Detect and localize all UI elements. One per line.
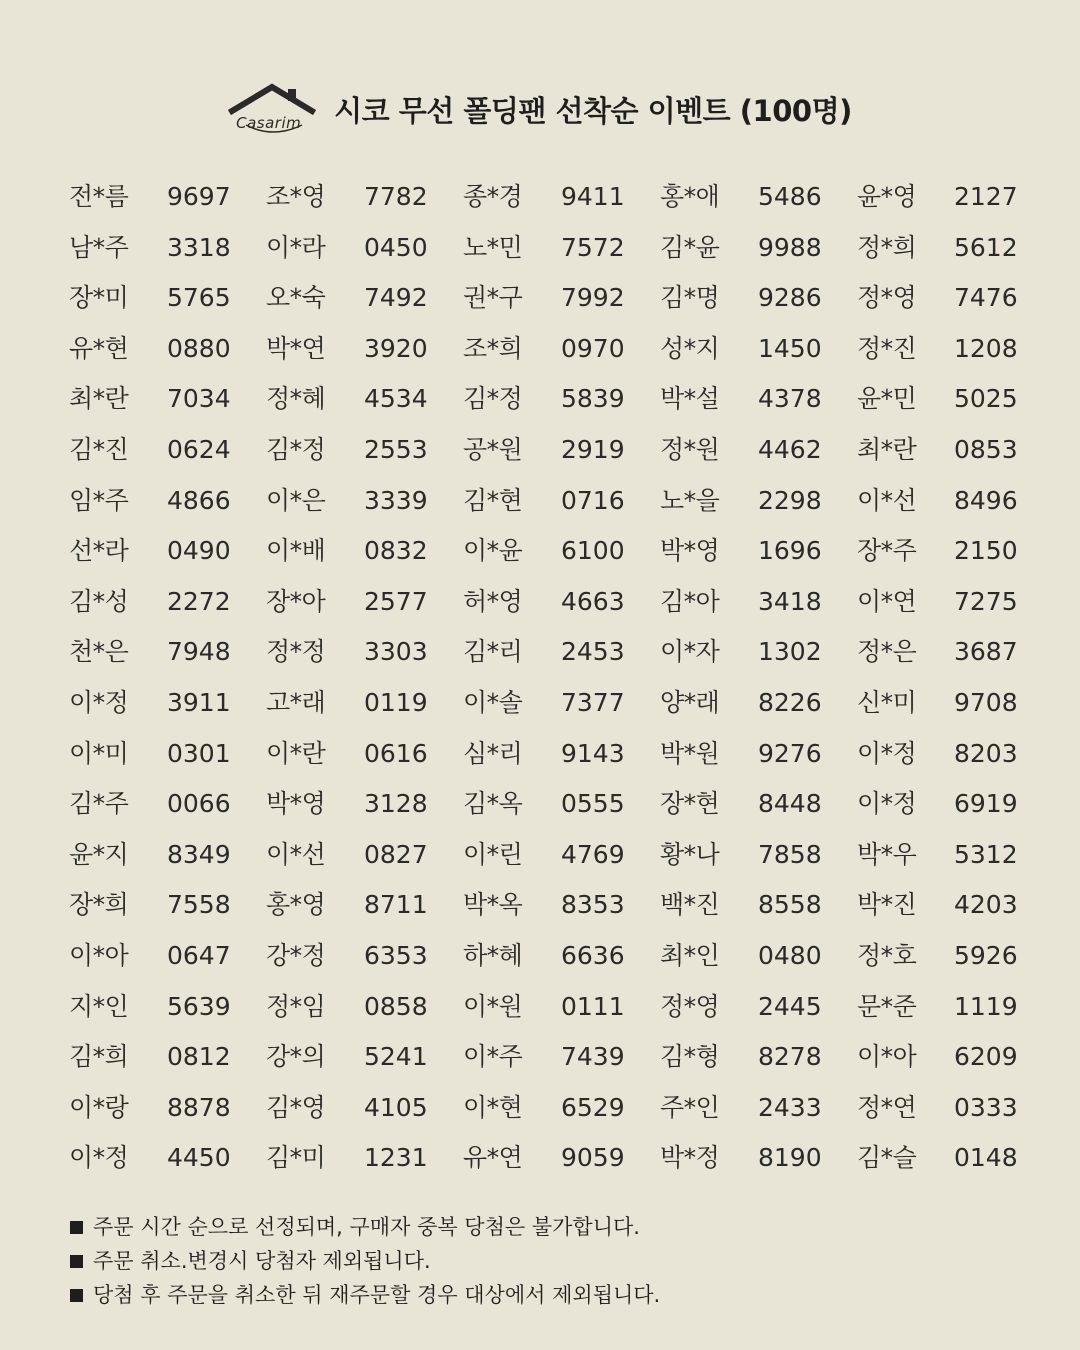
winner-phone-digits: 0970 xyxy=(561,333,625,363)
winner-name: 박*진 xyxy=(857,890,917,920)
winner-name: 윤*민 xyxy=(857,384,917,414)
winner-phone-digits: 2445 xyxy=(758,991,822,1021)
winner-phone-digits: 0450 xyxy=(364,232,428,262)
winner-name: 임*주 xyxy=(69,485,129,515)
winner-name: 김*명 xyxy=(660,283,720,313)
winner-row xyxy=(0,273,1080,324)
winner-name: 선*라 xyxy=(69,536,129,566)
winner-name: 박*영 xyxy=(660,536,720,566)
notice-text: 당첨 후 주문을 취소한 뒤 재주문할 경우 대상에서 제외됩니다. xyxy=(93,1283,661,1307)
winner-name: 김*진 xyxy=(69,434,129,464)
winner-name: 이*원 xyxy=(463,991,523,1021)
notice-item xyxy=(70,1210,1030,1244)
winner-name: 윤*지 xyxy=(69,839,129,869)
winner-name: 문*준 xyxy=(857,991,917,1021)
notice-text: 주문 취소.변경시 당첨자 제외됩니다. xyxy=(93,1249,431,1273)
winner-phone-digits: 0148 xyxy=(954,1143,1018,1173)
winner-phone-digits: 0832 xyxy=(364,536,428,566)
winner-name: 정*연 xyxy=(857,1092,917,1122)
winner-name: 장*아 xyxy=(266,586,326,616)
winner-phone-digits: 4105 xyxy=(364,1092,428,1122)
winner-name: 지*인 xyxy=(69,991,129,1021)
winner-name: 홍*애 xyxy=(660,182,720,211)
winner-phone-digits: 5612 xyxy=(954,232,1018,262)
winner-phone-digits: 5025 xyxy=(954,384,1018,414)
winner-phone-digits: 3303 xyxy=(364,637,428,667)
winner-row xyxy=(0,678,1080,729)
page-title: 시코 무선 폴딩팬 선착순 이벤트 (100명) xyxy=(334,93,852,128)
winner-phone-digits: 9708 xyxy=(954,687,1018,717)
winner-phone-digits: 0624 xyxy=(167,434,231,464)
winner-phone-digits: 9286 xyxy=(758,283,822,313)
winner-name: 공*원 xyxy=(463,434,523,464)
winner-name: 최*란 xyxy=(69,384,129,414)
winner-phone-digits: 6919 xyxy=(954,789,1018,819)
winner-name: 백*진 xyxy=(660,890,720,920)
winner-name: 종*경 xyxy=(463,182,523,211)
winner-name: 신*미 xyxy=(857,687,917,717)
winner-name: 노*민 xyxy=(463,232,523,262)
winner-row xyxy=(0,1032,1080,1083)
square-bullet-icon xyxy=(70,1255,83,1268)
winner-phone-digits: 3128 xyxy=(364,789,428,819)
winner-phone-digits: 2272 xyxy=(167,586,231,616)
winner-phone-digits: 3687 xyxy=(954,637,1018,667)
winner-phone-digits: 7858 xyxy=(758,839,822,869)
winner-phone-digits: 0716 xyxy=(561,485,625,515)
winner-name: 박*정 xyxy=(660,1143,720,1173)
winner-name: 김*리 xyxy=(463,637,523,667)
winner-phone-digits: 7782 xyxy=(364,182,428,211)
winner-name: 유*연 xyxy=(463,1143,523,1173)
winner-row xyxy=(0,425,1080,476)
winner-phone-digits: 0647 xyxy=(167,940,231,970)
square-bullet-icon xyxy=(70,1221,83,1234)
winner-phone-digits: 7034 xyxy=(167,384,231,414)
winner-name: 장*현 xyxy=(660,789,720,819)
winner-phone-digits: 6353 xyxy=(364,940,428,970)
winner-name: 이*선 xyxy=(857,485,917,515)
winner-phone-digits: 0490 xyxy=(167,536,231,566)
winner-name: 이*배 xyxy=(266,536,326,566)
winner-phone-digits: 1450 xyxy=(758,333,822,363)
notice-item xyxy=(70,1244,1030,1278)
winner-name: 김*옥 xyxy=(463,789,523,819)
winner-phone-digits: 0616 xyxy=(364,738,428,768)
winner-phone-digits: 6636 xyxy=(561,940,625,970)
notice-item xyxy=(70,1278,1030,1312)
winner-phone-digits: 8203 xyxy=(954,738,1018,768)
winner-name: 오*숙 xyxy=(266,283,326,313)
winner-row xyxy=(0,627,1080,678)
winner-name: 천*은 xyxy=(69,637,129,667)
winner-phone-digits: 3418 xyxy=(758,586,822,616)
winner-name: 황*나 xyxy=(660,839,720,869)
winner-name: 장*희 xyxy=(69,890,129,920)
winner-name: 김*성 xyxy=(69,586,129,616)
winner-name: 김*주 xyxy=(69,789,129,819)
winner-row xyxy=(0,223,1080,274)
winner-phone-digits: 8226 xyxy=(758,687,822,717)
winner-name: 박*영 xyxy=(266,789,326,819)
winner-name: 권*구 xyxy=(463,283,523,313)
winner-phone-digits: 8711 xyxy=(364,890,428,920)
notice-list xyxy=(70,1210,1030,1312)
winner-name: 남*주 xyxy=(69,232,129,262)
winner-row xyxy=(0,779,1080,830)
winner-phone-digits: 7572 xyxy=(561,232,625,262)
winner-phone-digits: 7492 xyxy=(364,283,428,313)
winner-phone-digits: 7992 xyxy=(561,283,625,313)
winner-name: 정*정 xyxy=(266,637,326,667)
winner-phone-digits: 6529 xyxy=(561,1092,625,1122)
winner-phone-digits: 3920 xyxy=(364,333,428,363)
winner-name: 양*래 xyxy=(660,687,720,717)
winner-phone-digits: 4378 xyxy=(758,384,822,414)
square-bullet-icon xyxy=(70,1289,83,1302)
winner-phone-digits: 2150 xyxy=(954,536,1018,566)
winner-list xyxy=(0,172,1080,1184)
winner-phone-digits: 0853 xyxy=(954,434,1018,464)
winner-name: 전*름 xyxy=(69,182,129,211)
winner-phone-digits: 9276 xyxy=(758,738,822,768)
winner-name: 박*우 xyxy=(857,839,917,869)
winner-name: 주*인 xyxy=(660,1092,720,1122)
winner-phone-digits: 4769 xyxy=(561,839,625,869)
winner-row xyxy=(0,172,1080,223)
winner-name: 이*정 xyxy=(857,738,917,768)
logo-wordmark: Casarim xyxy=(236,114,302,132)
winner-phone-digits: 4462 xyxy=(758,434,822,464)
winner-phone-digits: 7275 xyxy=(954,586,1018,616)
winner-row xyxy=(0,1133,1080,1184)
winner-phone-digits: 0066 xyxy=(167,789,231,819)
winner-name: 윤*영 xyxy=(857,182,917,211)
winner-name: 정*은 xyxy=(857,637,917,667)
winner-phone-digits: 9411 xyxy=(561,182,625,211)
winner-name: 정*희 xyxy=(857,232,917,262)
winner-phone-digits: 9988 xyxy=(758,232,822,262)
winner-phone-digits: 3318 xyxy=(167,232,231,262)
winner-phone-digits: 9143 xyxy=(561,738,625,768)
winner-name: 이*미 xyxy=(69,738,129,768)
winner-phone-digits: 0812 xyxy=(167,1042,231,1072)
winner-row xyxy=(0,880,1080,931)
winner-phone-digits: 2577 xyxy=(364,586,428,616)
winner-name: 정*영 xyxy=(857,283,917,313)
winner-name: 김*아 xyxy=(660,586,720,616)
winner-row xyxy=(0,1083,1080,1134)
winner-name: 김*희 xyxy=(69,1042,129,1072)
winner-name: 조*영 xyxy=(266,182,326,211)
winner-name: 이*정 xyxy=(857,789,917,819)
winner-row xyxy=(0,374,1080,425)
winner-phone-digits: 5839 xyxy=(561,384,625,414)
winner-name: 박*연 xyxy=(266,333,326,363)
winner-row xyxy=(0,476,1080,527)
winner-phone-digits: 8190 xyxy=(758,1143,822,1173)
winner-name: 김*미 xyxy=(266,1143,326,1173)
winner-name: 이*윤 xyxy=(463,536,523,566)
winner-phone-digits: 2127 xyxy=(954,182,1018,211)
winner-phone-digits: 2298 xyxy=(758,485,822,515)
winner-phone-digits: 2553 xyxy=(364,434,428,464)
winner-name: 김*윤 xyxy=(660,232,720,262)
winner-phone-digits: 3339 xyxy=(364,485,428,515)
winner-name: 이*란 xyxy=(266,738,326,768)
winner-name: 이*연 xyxy=(857,586,917,616)
winner-phone-digits: 2433 xyxy=(758,1092,822,1122)
winner-phone-digits: 0555 xyxy=(561,789,625,819)
winner-name: 정*호 xyxy=(857,940,917,970)
winner-name: 노*을 xyxy=(660,485,720,515)
winner-name: 이*자 xyxy=(660,637,720,667)
notice-text: 주문 시간 순으로 선정되며, 구매자 중복 당첨은 불가합니다. xyxy=(93,1215,640,1239)
winner-name: 홍*영 xyxy=(266,890,326,920)
winner-phone-digits: 5241 xyxy=(364,1042,428,1072)
winner-name: 이*주 xyxy=(463,1042,523,1072)
page-header xyxy=(0,74,1080,144)
winner-name: 정*영 xyxy=(660,991,720,1021)
winner-phone-digits: 9059 xyxy=(561,1143,625,1173)
winner-phone-digits: 0858 xyxy=(364,991,428,1021)
winner-name: 김*영 xyxy=(266,1092,326,1122)
winner-phone-digits: 0480 xyxy=(758,940,822,970)
winner-phone-digits: 0119 xyxy=(364,687,428,717)
winner-name: 이*랑 xyxy=(69,1092,129,1122)
winner-phone-digits: 1119 xyxy=(954,991,1018,1021)
winner-name: 심*리 xyxy=(463,738,523,768)
winner-phone-digits: 4450 xyxy=(167,1143,231,1173)
winner-phone-digits: 0111 xyxy=(561,991,625,1021)
winner-name: 장*미 xyxy=(69,283,129,313)
winner-name: 김*형 xyxy=(660,1042,720,1072)
winner-phone-digits: 7377 xyxy=(561,687,625,717)
winner-phone-digits: 5486 xyxy=(758,182,822,211)
winner-phone-digits: 2919 xyxy=(561,434,625,464)
winner-name: 박*설 xyxy=(660,384,720,414)
winner-name: 이*현 xyxy=(463,1092,523,1122)
casarim-logo xyxy=(228,81,318,137)
winner-name: 김*슬 xyxy=(857,1143,917,1173)
winner-name: 최*인 xyxy=(660,940,720,970)
winner-name: 김*정 xyxy=(463,384,523,414)
winner-phone-digits: 8496 xyxy=(954,485,1018,515)
winner-name: 정*진 xyxy=(857,333,917,363)
winner-name: 정*임 xyxy=(266,991,326,1021)
winner-phone-digits: 1208 xyxy=(954,333,1018,363)
winner-phone-digits: 0827 xyxy=(364,839,428,869)
winner-phone-digits: 1302 xyxy=(758,637,822,667)
winner-name: 박*원 xyxy=(660,738,720,768)
winner-name: 이*정 xyxy=(69,1143,129,1173)
winner-row xyxy=(0,729,1080,780)
winner-name: 허*영 xyxy=(463,586,523,616)
winner-phone-digits: 1696 xyxy=(758,536,822,566)
winner-phone-digits: 9697 xyxy=(167,182,231,211)
winner-phone-digits: 2453 xyxy=(561,637,625,667)
winner-name: 이*선 xyxy=(266,839,326,869)
winner-name: 이*아 xyxy=(857,1042,917,1072)
winner-row xyxy=(0,324,1080,375)
winner-name: 김*현 xyxy=(463,485,523,515)
winner-name: 이*린 xyxy=(463,839,523,869)
winner-name: 강*의 xyxy=(266,1042,326,1072)
winner-name: 이*은 xyxy=(266,485,326,515)
winner-phone-digits: 7476 xyxy=(954,283,1018,313)
winner-phone-digits: 0301 xyxy=(167,738,231,768)
winner-phone-digits: 5926 xyxy=(954,940,1018,970)
winner-name: 이*아 xyxy=(69,940,129,970)
winner-phone-digits: 0333 xyxy=(954,1092,1018,1122)
winner-phone-digits: 8353 xyxy=(561,890,625,920)
winner-phone-digits: 4534 xyxy=(364,384,428,414)
winner-name: 이*솔 xyxy=(463,687,523,717)
winner-name: 유*현 xyxy=(69,333,129,363)
winner-name: 고*래 xyxy=(266,687,326,717)
winner-row xyxy=(0,577,1080,628)
winner-phone-digits: 5765 xyxy=(167,283,231,313)
winner-name: 성*지 xyxy=(660,333,720,363)
winner-name: 김*정 xyxy=(266,434,326,464)
winner-name: 조*희 xyxy=(463,333,523,363)
winner-name: 장*주 xyxy=(857,536,917,566)
winner-phone-digits: 8878 xyxy=(167,1092,231,1122)
winner-name: 정*원 xyxy=(660,434,720,464)
winner-phone-digits: 3911 xyxy=(167,687,231,717)
winner-row xyxy=(0,931,1080,982)
winner-phone-digits: 4203 xyxy=(954,890,1018,920)
winner-name: 최*란 xyxy=(857,434,917,464)
winner-name: 박*옥 xyxy=(463,890,523,920)
winner-phone-digits: 7439 xyxy=(561,1042,625,1072)
winner-name: 강*정 xyxy=(266,940,326,970)
winner-phone-digits: 6100 xyxy=(561,536,625,566)
winner-phone-digits: 5312 xyxy=(954,839,1018,869)
winner-phone-digits: 6209 xyxy=(954,1042,1018,1072)
winner-phone-digits: 8558 xyxy=(758,890,822,920)
winner-phone-digits: 8349 xyxy=(167,839,231,869)
winner-phone-digits: 0880 xyxy=(167,333,231,363)
winner-phone-digits: 4866 xyxy=(167,485,231,515)
winner-phone-digits: 8448 xyxy=(758,789,822,819)
winner-phone-digits: 4663 xyxy=(561,586,625,616)
winner-name: 정*혜 xyxy=(266,384,326,414)
winner-name: 이*정 xyxy=(69,687,129,717)
winner-phone-digits: 8278 xyxy=(758,1042,822,1072)
winner-name: 하*혜 xyxy=(463,940,523,970)
winner-phone-digits: 7948 xyxy=(167,637,231,667)
winner-phone-digits: 7558 xyxy=(167,890,231,920)
winner-name: 이*라 xyxy=(266,232,326,262)
winner-phone-digits: 5639 xyxy=(167,991,231,1021)
winner-row xyxy=(0,982,1080,1033)
winner-row xyxy=(0,830,1080,881)
winner-phone-digits: 1231 xyxy=(364,1143,428,1173)
winner-row xyxy=(0,526,1080,577)
